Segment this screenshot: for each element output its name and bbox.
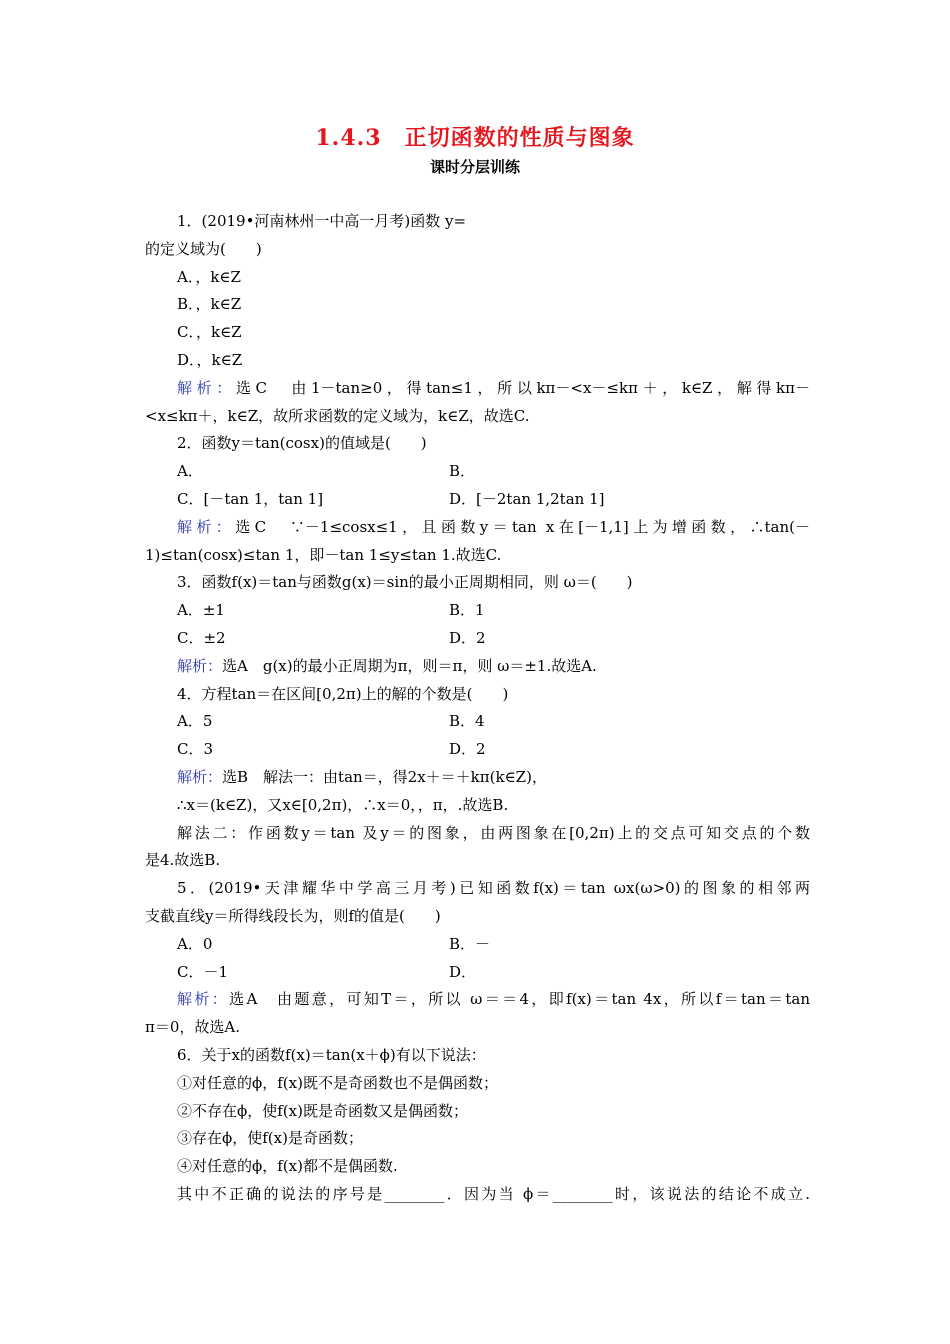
q5-option-d: D． — [449, 962, 477, 981]
solution-label: 解析： — [177, 990, 230, 1009]
q6-statement-1: ①对任意的ϕ，f(x)既不是奇函数也不是偶函数； — [177, 1073, 498, 1092]
q5-solution — [145, 986, 810, 1014]
q3-options-ab — [145, 597, 810, 625]
q3-solution — [145, 653, 810, 681]
q3-option-a: A．±1 — [177, 601, 225, 620]
q4-solution-text: 选B 解法一：由tan＝，得2x＋＝＋kπ(k∈Z)， — [222, 767, 547, 786]
q5-option-a: A．0 — [177, 934, 213, 953]
q6-fill-blank: 其中不正确的说法的序号是________．因为当 ϕ＝________时，该说法的结论不成立. — [177, 1184, 810, 1203]
q4-solution-cont: ∴x＝(k∈Z)，又x∈[0,2π)，∴x＝0，，π，.故选B. — [177, 795, 509, 814]
q4-option-a: A．5 — [177, 712, 213, 731]
q4-solution — [145, 764, 810, 792]
q4-option-d: D．2 — [449, 740, 486, 759]
exercise-body — [145, 208, 810, 1209]
q5-stem-cont: 支截直线y＝所得线段长为，则f的值是( ) — [145, 906, 441, 925]
q2-options-ab — [145, 458, 810, 486]
q5-stem: 5．(2019•天津耀华中学高三月考)已知函数f(x)＝tan ωx(ω>0)的图象的相邻两 — [177, 879, 810, 898]
q2-option-d: D．[－2tan 1,2tan 1] — [449, 489, 605, 508]
q3-option-c: C．±2 — [177, 628, 226, 647]
q4-options-ab — [145, 708, 810, 736]
q4-options-cd — [145, 736, 810, 764]
q5-options-ab — [145, 931, 810, 959]
solution-label: 解析： — [177, 767, 223, 786]
q6-statement-4: ④对任意的ϕ，f(x)都不是偶函数. — [177, 1157, 398, 1176]
q4-stem: 4．方程tan＝在区间[0,2π)上的解的个数是( ) — [177, 684, 509, 703]
q3-option-d: D．2 — [449, 628, 486, 647]
q3-options-cd — [145, 625, 810, 653]
q4-solution-alt: 解法二：作函数y＝tan 及y＝的图象，由两图象在[0,2π)上的交点可知交点的个数 — [177, 823, 810, 842]
q2-solution-cont: 1)≤tan(cosx)≤tan 1，即－tan 1≤y≤tan 1.故选C. — [145, 545, 502, 564]
q4-solution-alt-cont: 是4.故选B. — [145, 851, 221, 870]
q1-option-b: B．，k∈Z — [177, 295, 242, 314]
solution-label: 解析： — [177, 517, 236, 536]
q1-stem-cont: 的定义域为( ) — [145, 239, 262, 258]
q4-option-c: C．3 — [177, 740, 214, 759]
page-title: 1.4.3 正切函数的性质与图象 — [315, 125, 635, 151]
q4-option-b: B．4 — [449, 712, 485, 731]
q6-statement-3: ③存在ϕ，使f(x)是奇函数； — [177, 1129, 363, 1148]
q3-solution-text: 选A g(x)的最小正周期为π，则＝π，则 ω＝±1.故选A. — [222, 656, 597, 675]
q1-solution-cont: <x≤kπ＋，k∈Z，故所求函数的定义域为，k∈Z，故选C. — [145, 406, 530, 425]
q1-stem: 1．(2019•河南林州一中高一月考)函数 y= — [177, 212, 467, 230]
q5-option-c: C．－1 — [177, 962, 229, 981]
q2-option-c: C．[－tan 1，tan 1] — [177, 489, 324, 508]
q5-option-b: B．－ — [449, 934, 491, 953]
q1-option-a: A．，k∈Z — [177, 267, 241, 286]
q2-option-a: A． — [177, 462, 203, 481]
q6-statement-2: ②不存在ϕ，使f(x)既是奇函数又是偶函数； — [177, 1101, 468, 1120]
q6-stem: 6．关于x的函数f(x)＝tan(x＋ϕ)有以下说法： — [177, 1045, 486, 1064]
q2-option-b: B． — [449, 462, 476, 481]
q1-solution — [145, 375, 810, 403]
q2-stem: 2．函数y＝tan(cosx)的值域是( ) — [177, 434, 427, 453]
q1-solution-text: 选C 由1－tan≥0，得tan≤1，所以kπ－<x－≤kπ＋，k∈Z，解得kπ－ — [235, 378, 810, 397]
solution-label: 解析： — [177, 656, 223, 675]
q3-stem: 3．函数f(x)＝tan与函数g(x)＝sin的最小正周期相同，则 ω＝( ) — [177, 573, 633, 592]
q3-option-b: B．1 — [449, 601, 485, 620]
q5-options-cd — [145, 959, 810, 987]
q5-solution-cont: π＝0，故选A. — [145, 1018, 241, 1037]
q2-solution-text: 选C ∵－1≤cosx≤1，且函数y＝tan x在[－1,1]上为增函数，∴tan(－ — [235, 517, 810, 536]
solution-label: 解析： — [177, 378, 236, 397]
page-subtitle: 课时分层训练 — [429, 158, 520, 176]
q1-option-d: D．，k∈Z — [177, 350, 243, 369]
q5-solution-text: 选A 由题意，可知T＝，所以 ω＝＝4，即f(x)＝tan 4x，所以f＝tan＝tan — [229, 990, 810, 1009]
q2-options-cd — [145, 486, 810, 514]
q2-solution — [145, 514, 810, 542]
q1-option-c: C．，k∈Z — [177, 323, 242, 342]
